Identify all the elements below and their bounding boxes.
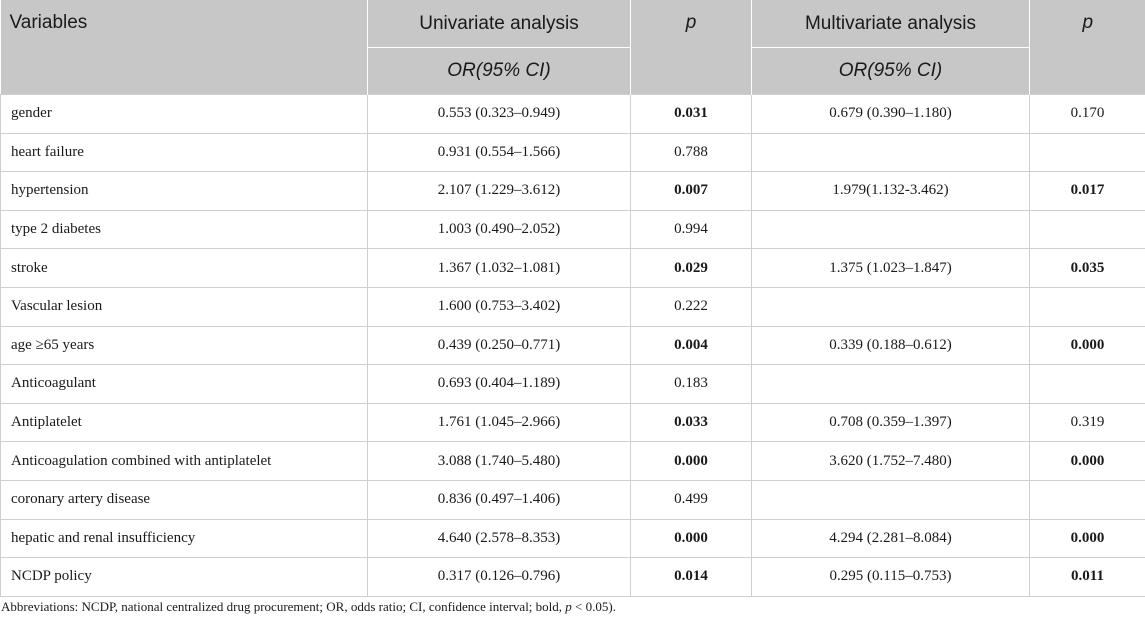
cell-multivariate-or: 3.620 (1.752–7.480) xyxy=(752,442,1030,481)
cell-variable: coronary artery disease xyxy=(1,480,368,519)
header-or-ci-univariate: OR(95% CI) xyxy=(368,48,631,95)
cell-univariate-p: 0.004 xyxy=(631,326,752,365)
cell-multivariate-or: 0.708 (0.359–1.397) xyxy=(752,403,1030,442)
cell-univariate-or: 1.367 (1.032–1.081) xyxy=(368,249,631,288)
table-row xyxy=(1,480,1145,519)
table-row xyxy=(1,210,1145,249)
table-row xyxy=(1,558,1145,597)
cell-univariate-or: 1.761 (1.045–2.966) xyxy=(368,403,631,442)
cell-univariate-p: 0.031 xyxy=(631,95,752,134)
cell-multivariate-or xyxy=(752,210,1030,249)
cell-univariate-or: 0.317 (0.126–0.796) xyxy=(368,558,631,597)
header-p-multivariate: p xyxy=(1030,0,1145,95)
table-row xyxy=(1,519,1145,558)
header-p-univariate: p xyxy=(631,0,752,95)
cell-multivariate-or xyxy=(752,480,1030,519)
cell-multivariate-p xyxy=(1030,133,1145,172)
cell-multivariate-p: 0.170 xyxy=(1030,95,1145,134)
cell-univariate-p: 0.788 xyxy=(631,133,752,172)
cell-multivariate-p: 0.017 xyxy=(1030,172,1145,211)
cell-multivariate-or: 1.375 (1.023–1.847) xyxy=(752,249,1030,288)
header-or-ci-multivariate: OR(95% CI) xyxy=(752,48,1030,95)
cell-univariate-or: 1.600 (0.753–3.402) xyxy=(368,287,631,326)
cell-variable: age ≥65 years xyxy=(1,326,368,365)
cell-variable: Antiplatelet xyxy=(1,403,368,442)
cell-multivariate-p: 0.000 xyxy=(1030,442,1145,481)
table-row xyxy=(1,249,1145,288)
cell-multivariate-p: 0.319 xyxy=(1030,403,1145,442)
cell-univariate-p: 0.000 xyxy=(631,442,752,481)
cell-univariate-or: 0.553 (0.323–0.949) xyxy=(368,95,631,134)
cell-univariate-p: 0.499 xyxy=(631,480,752,519)
cell-multivariate-p: 0.011 xyxy=(1030,558,1145,597)
cell-multivariate-p xyxy=(1030,210,1145,249)
cell-univariate-p: 0.007 xyxy=(631,172,752,211)
cell-multivariate-or: 0.339 (0.188–0.612) xyxy=(752,326,1030,365)
cell-variable: heart failure xyxy=(1,133,368,172)
cell-multivariate-or xyxy=(752,365,1030,404)
cell-univariate-or: 2.107 (1.229–3.612) xyxy=(368,172,631,211)
header-univariate: Univariate analysis xyxy=(368,0,631,48)
cell-univariate-or: 0.931 (0.554–1.566) xyxy=(368,133,631,172)
cell-variable: Vascular lesion xyxy=(1,287,368,326)
table-row xyxy=(1,95,1145,134)
cell-univariate-or: 1.003 (0.490–2.052) xyxy=(368,210,631,249)
cell-univariate-or: 0.439 (0.250–0.771) xyxy=(368,326,631,365)
cell-univariate-p: 0.222 xyxy=(631,287,752,326)
table-row xyxy=(1,287,1145,326)
cell-univariate-p: 0.000 xyxy=(631,519,752,558)
cell-variable: Anticoagulant xyxy=(1,365,368,404)
cell-univariate-p: 0.994 xyxy=(631,210,752,249)
table-row xyxy=(1,365,1145,404)
header-multivariate: Multivariate analysis xyxy=(752,0,1030,48)
cell-univariate-p: 0.183 xyxy=(631,365,752,404)
cell-univariate-or: 3.088 (1.740–5.480) xyxy=(368,442,631,481)
cell-variable: hepatic and renal insufficiency xyxy=(1,519,368,558)
cell-multivariate-p: 0.000 xyxy=(1030,519,1145,558)
cell-variable: stroke xyxy=(1,249,368,288)
cell-variable: type 2 diabetes xyxy=(1,210,368,249)
header-variables: Variables xyxy=(1,0,368,95)
cell-multivariate-or xyxy=(752,287,1030,326)
footnote-prefix: Abbreviations: NCDP, national centralized drug procurement; OR, odds ratio; CI, confidence interval; bold, xyxy=(1,599,566,614)
cell-variable: hypertension xyxy=(1,172,368,211)
cell-univariate-p: 0.033 xyxy=(631,403,752,442)
table-row xyxy=(1,133,1145,172)
cell-variable: NCDP policy xyxy=(1,558,368,597)
cell-multivariate-p xyxy=(1030,365,1145,404)
cell-multivariate-or xyxy=(752,133,1030,172)
table-row xyxy=(1,442,1145,481)
footnote-suffix: < 0.05). xyxy=(571,599,616,614)
cell-multivariate-or: 0.679 (0.390–1.180) xyxy=(752,95,1030,134)
cell-univariate-or: 0.693 (0.404–1.189) xyxy=(368,365,631,404)
cell-variable: gender xyxy=(1,95,368,134)
footnote xyxy=(1,599,616,615)
cell-multivariate-or: 4.294 (2.281–8.084) xyxy=(752,519,1030,558)
cell-univariate-p: 0.029 xyxy=(631,249,752,288)
cell-univariate-p: 0.014 xyxy=(631,558,752,597)
cell-multivariate-p: 0.000 xyxy=(1030,326,1145,365)
table-header xyxy=(1,0,1145,95)
footnote-p: p xyxy=(565,599,572,614)
table-row xyxy=(1,172,1145,211)
cell-multivariate-or: 1.979(1.132-3.462) xyxy=(752,172,1030,211)
table-row xyxy=(1,403,1145,442)
cell-multivariate-p: 0.035 xyxy=(1030,249,1145,288)
table-body xyxy=(1,95,1145,597)
cell-variable: Anticoagulation combined with antiplatelet xyxy=(1,442,368,481)
cell-multivariate-or: 0.295 (0.115–0.753) xyxy=(752,558,1030,597)
cell-univariate-or: 0.836 (0.497–1.406) xyxy=(368,480,631,519)
cell-univariate-or: 4.640 (2.578–8.353) xyxy=(368,519,631,558)
cell-multivariate-p xyxy=(1030,287,1145,326)
table-row xyxy=(1,326,1145,365)
cell-multivariate-p xyxy=(1030,480,1145,519)
